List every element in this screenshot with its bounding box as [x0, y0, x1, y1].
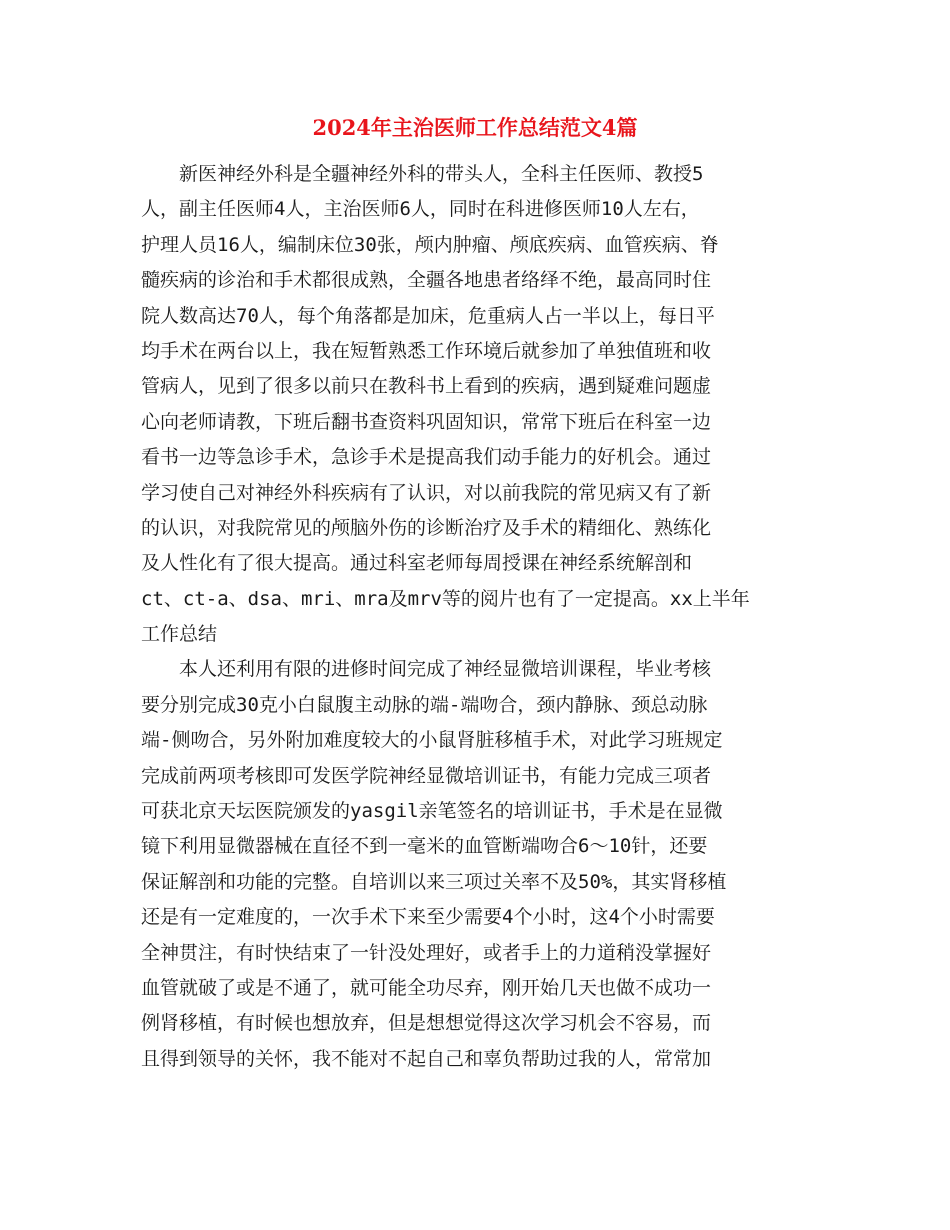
body-text-line: 及人性化有了很大提高。通过科室老师每周授课在神经系统解剖和 [141, 552, 693, 575]
body-text-line: 例肾移植，有时候也想放弃，但是想想觉得这次学习机会不容易，而 [141, 1012, 712, 1035]
body-text-line: 髓疾病的诊治和手术都很成熟，全疆各地患者络绎不绝，最高同时住 [141, 269, 712, 292]
body-text-line: 保证解剖和功能的完整。自培训以来三项过关率不及50%，其实肾移植 [141, 870, 727, 893]
document-title: 2024年主治医师工作总结范文4篇 [312, 115, 638, 140]
body-text-line: 的认识，对我院常见的颅脑外伤的诊断治疗及手术的精细化、熟练化 [141, 516, 712, 539]
body-text-line: ct、ct-a、dsa、mri、mra及mrv等的阅片也有了一定提高。xx上半年 [141, 587, 750, 610]
body-text-line: 院人数高达70人，每个角落都是加床，危重病人占一半以上，每日平 [141, 304, 715, 327]
body-text-line: 学习使自己对神经外科疾病有了认识，对以前我院的常见病又有了新 [141, 481, 712, 504]
body-text-line: 看书一边等急诊手术，急诊手术是提高我们动手能力的好机会。通过 [141, 446, 712, 469]
body-text-line: 完成前两项考核即可发医学院神经显微培训证书，有能力完成三项者 [141, 764, 712, 787]
body-text-line: 管病人，见到了很多以前只在教科书上看到的疾病，遇到疑难问题虚 [141, 375, 712, 398]
body-text-line: 端-侧吻合，另外附加难度较大的小鼠肾脏移植手术，对此学习班规定 [141, 729, 723, 752]
body-text-line: 护理人员16人，编制床位30张，颅内肿瘤、颅底疾病、血管疾病、脊 [141, 233, 719, 256]
body-text-line: 血管就破了或是不通了，就可能全功尽弃，刚开始几天也做不成功一 [141, 976, 712, 999]
body-text-line: 工作总结 [141, 623, 218, 646]
body-text-line: 要分别完成30克小白鼠腹主动脉的端-端吻合，颈内静脉、颈总动脉 [141, 693, 708, 716]
body-text-line: 还是有一定难度的，一次手术下来至少需要4个小时，这4个小时需要 [141, 906, 715, 929]
body-text-line: 均手术在两台以上，我在短暂熟悉工作环境后就参加了单独值班和收 [141, 339, 712, 362]
body-text-line: 新医神经外科是全疆神经外科的带头人，全科主任医师、教授5 [141, 163, 704, 185]
document-body [141, 157, 813, 1077]
body-text-line: 且得到领导的关怀，我不能对不起自己和辜负帮助过我的人，常常加 [141, 1047, 712, 1070]
body-text-line: 本人还利用有限的进修时间完成了神经显微培训课程，毕业考核 [141, 658, 712, 681]
body-text-line: 镜下利用显微器械在直径不到一毫米的血管断端吻合6～10针，还要 [141, 835, 708, 858]
body-text-line: 人，副主任医师4人，主治医师6人，同时在科进修医师10人左右， [141, 198, 700, 221]
body-text-line: 可获北京天坛医院颁发的yasgil亲笔签名的培训证书，手术是在显微 [141, 800, 723, 823]
body-text-line: 心向老师请教，下班后翻书查资料巩固知识，常常下班后在科室一边 [141, 410, 712, 433]
body-text-line: 全神贯注，有时快结束了一针没处理好，或者手上的力道稍没掌握好 [141, 941, 712, 964]
